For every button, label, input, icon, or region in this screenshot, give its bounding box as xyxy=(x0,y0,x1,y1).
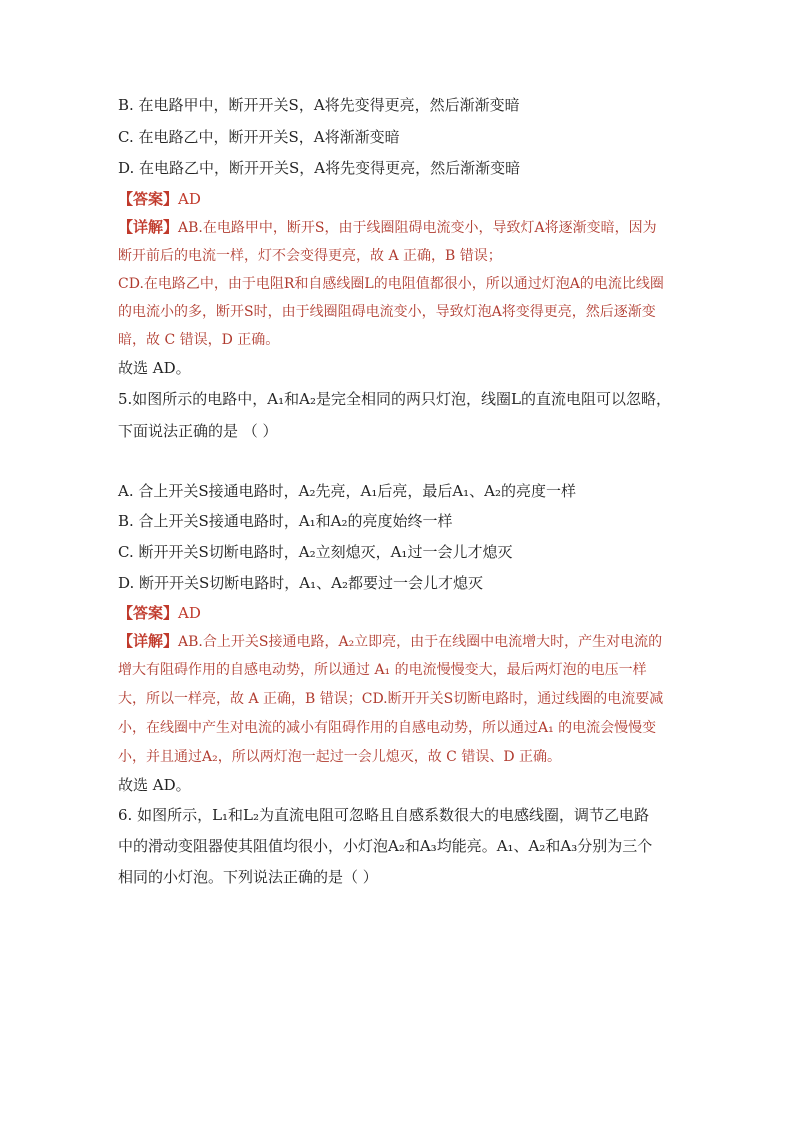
q4-detail-line-4: 的电流小的多，断开S时，由于线圈阻碍电流变小，导致灯泡A将变得更亮，然后逐渐变 xyxy=(118,304,656,320)
q5-option-c: C. 断开开关S切断电路时，A₂立刻熄灭，A₁过一会儿才熄灭 xyxy=(118,543,513,561)
q5-option-b: B. 合上开关S接通电路时，A₁和A₂的亮度始终一样 xyxy=(118,512,453,530)
q5-detail-line-5: 小，并且通过A₂，所以两灯泡一起过一会儿熄灭，故 C 错误、D 正确。 xyxy=(118,749,562,765)
q5-select: 故选 AD。 xyxy=(118,776,191,794)
q4-select: 故选 AD。 xyxy=(118,359,191,377)
q4-detail-line-3: CD.在电路乙中，由于电阻R和自感线圈L的电阻值都很小，所以通过灯泡A的电流比线圈 xyxy=(118,276,664,292)
q5-stem-line-2: 下面说法正确的是 （ ） xyxy=(118,422,278,440)
q4-option-b: B. 在电路甲中，断开开关S，A将先变得更亮，然后渐渐变暗 xyxy=(118,96,520,114)
q5-option-d: D. 断开开关S切断电路时，A₁、A₂都要过一会儿才熄灭 xyxy=(118,574,483,592)
q4-answer xyxy=(118,189,201,209)
detail-tag: 【详解】 xyxy=(118,632,179,650)
q5-detail-line-1 xyxy=(118,631,662,652)
q6-stem-line-1: 6. 如图所示，L₁和L₂为直流电阻可忽略且自感系数很大的电感线圈，调节乙电路 xyxy=(118,806,650,824)
detail-text: AB.在电路甲中，断开S，由于线圈阻碍电流变小，导致灯A将逐渐变暗，因为 xyxy=(178,220,657,236)
q6-stem-line-2: 中的滑动变阻器使其阻值均很小，小灯泡A₂和A₃均能亮。A₁、A₂和A₃分别为三个 xyxy=(118,837,653,855)
q5-option-a: A. 合上开关S接通电路时，A₂先亮，A₁后亮，最后A₁、A₂的亮度一样 xyxy=(118,482,577,500)
q5-detail-line-3: 大，所以一样亮，故 A 正确，B 错误；CD.断开开关S切断电路时，通过线圈的电流要减 xyxy=(118,691,664,707)
answer-tag: 【答案】 xyxy=(118,604,179,622)
q4-detail-line-2: 断开前后的电流一样，灯不会变得更亮，故 A 正确，B 错误； xyxy=(118,248,502,264)
answer-value: AD xyxy=(178,604,201,622)
q5-detail-line-4: 小，在线圈中产生对电流的减小有阻碍作用的自感电动势，所以通过A₁ 的电流会慢慢变 xyxy=(118,720,657,736)
detail-text: AB.合上开关S接通电路，A₂立即亮，由于在线圈中电流增大时，产生对电流的 xyxy=(178,634,663,650)
q5-detail-line-2: 增大有阻碍作用的自感电动势，所以通过 A₁ 的电流慢慢变大，最后两灯泡的电压一样 xyxy=(118,662,647,678)
q4-option-c: C. 在电路乙中，断开开关S，A将渐渐变暗 xyxy=(118,128,400,146)
q6-stem-line-3: 相同的小灯泡。下列说法正确的是（ ） xyxy=(118,868,378,886)
q5-stem-line-1: 5.如图所示的电路中，A₁和A₂是完全相同的两只灯泡，线圈L的直流电阻可以忽略， xyxy=(118,390,671,408)
q4-option-d: D. 在电路乙中，断开开关S，A将先变得更亮，然后渐渐变暗 xyxy=(118,159,521,177)
detail-tag: 【详解】 xyxy=(118,218,179,236)
q5-answer xyxy=(118,603,201,623)
q4-detail-line-5: 暗，故 C 错误，D 正确。 xyxy=(118,332,280,348)
answer-tag: 【答案】 xyxy=(118,190,179,208)
q4-detail-line-1 xyxy=(118,217,657,238)
answer-value: AD xyxy=(178,190,201,208)
